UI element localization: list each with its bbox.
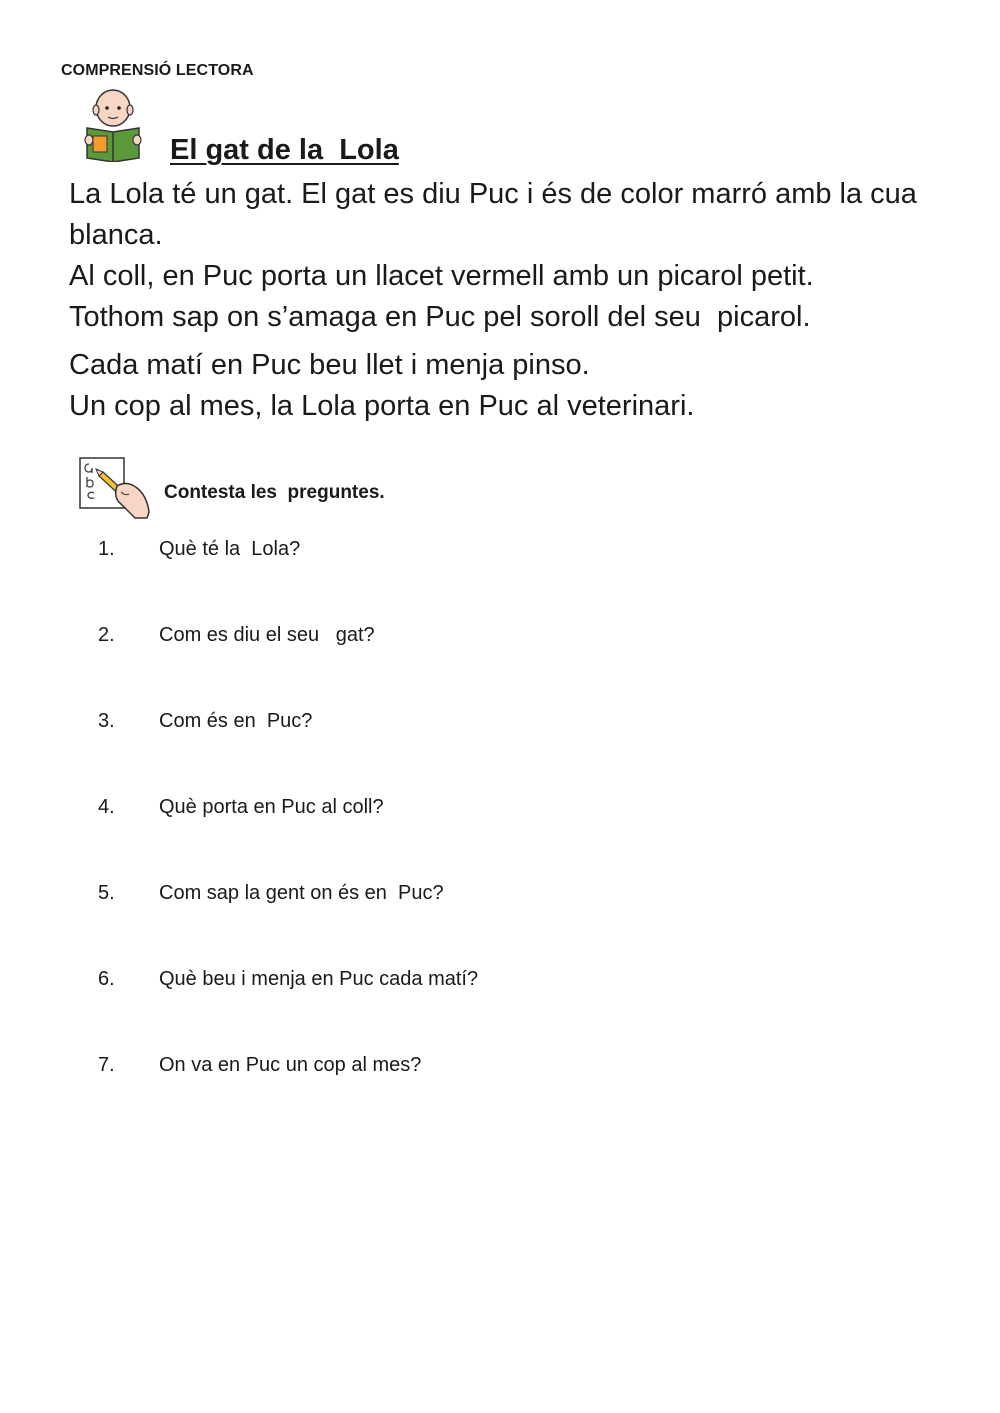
story-paragraph: Tothom sap on s’amaga en Puc pel soroll del seu picarol. bbox=[69, 301, 811, 333]
question-text: Com sap la gent on és en Puc? bbox=[159, 882, 444, 904]
question-item bbox=[0, 624, 375, 654]
story-text bbox=[69, 174, 929, 427]
question-item bbox=[0, 882, 444, 912]
story-paragraph: Un cop al mes, la Lola porta en Puc al veterinari. bbox=[69, 390, 695, 422]
writing-hand-icon bbox=[77, 452, 151, 520]
story-paragraph: Al coll, en Puc porta un llacet vermell amb un picarol petit. bbox=[69, 260, 814, 292]
question-item bbox=[0, 538, 301, 568]
question-number: 3. bbox=[98, 710, 115, 732]
question-item bbox=[0, 968, 479, 998]
question-text: Què porta en Puc al coll? bbox=[159, 796, 384, 818]
question-item bbox=[0, 1054, 422, 1084]
question-text: Què té la Lola? bbox=[159, 538, 301, 560]
question-number: 7. bbox=[98, 1054, 115, 1076]
story-paragraph: Cada matí en Puc beu llet i menja pinso. bbox=[69, 349, 590, 381]
question-number: 1. bbox=[98, 538, 115, 560]
question-number: 6. bbox=[98, 968, 115, 990]
question-text: Com és en Puc? bbox=[159, 710, 313, 732]
question-text: Què beu i menja en Puc cada matí? bbox=[159, 968, 479, 990]
question-number: 4. bbox=[98, 796, 115, 818]
question-text: Com es diu el seu gat? bbox=[159, 624, 375, 646]
instruction-text: Contesta les preguntes. bbox=[164, 482, 385, 503]
story-title: El gat de la Lola bbox=[170, 134, 399, 166]
question-number: 5. bbox=[98, 882, 115, 904]
question-number: 2. bbox=[98, 624, 115, 646]
reading-child-icon bbox=[83, 88, 143, 162]
story-paragraph: La Lola té un gat. El gat es diu Puc i és de color marró amb la cua blanca. bbox=[69, 178, 925, 251]
worksheet-header: COMPRENSIÓ LECTORA bbox=[61, 62, 254, 79]
question-item bbox=[0, 710, 313, 740]
question-item bbox=[0, 796, 384, 826]
question-text: On va en Puc un cop al mes? bbox=[159, 1054, 422, 1076]
